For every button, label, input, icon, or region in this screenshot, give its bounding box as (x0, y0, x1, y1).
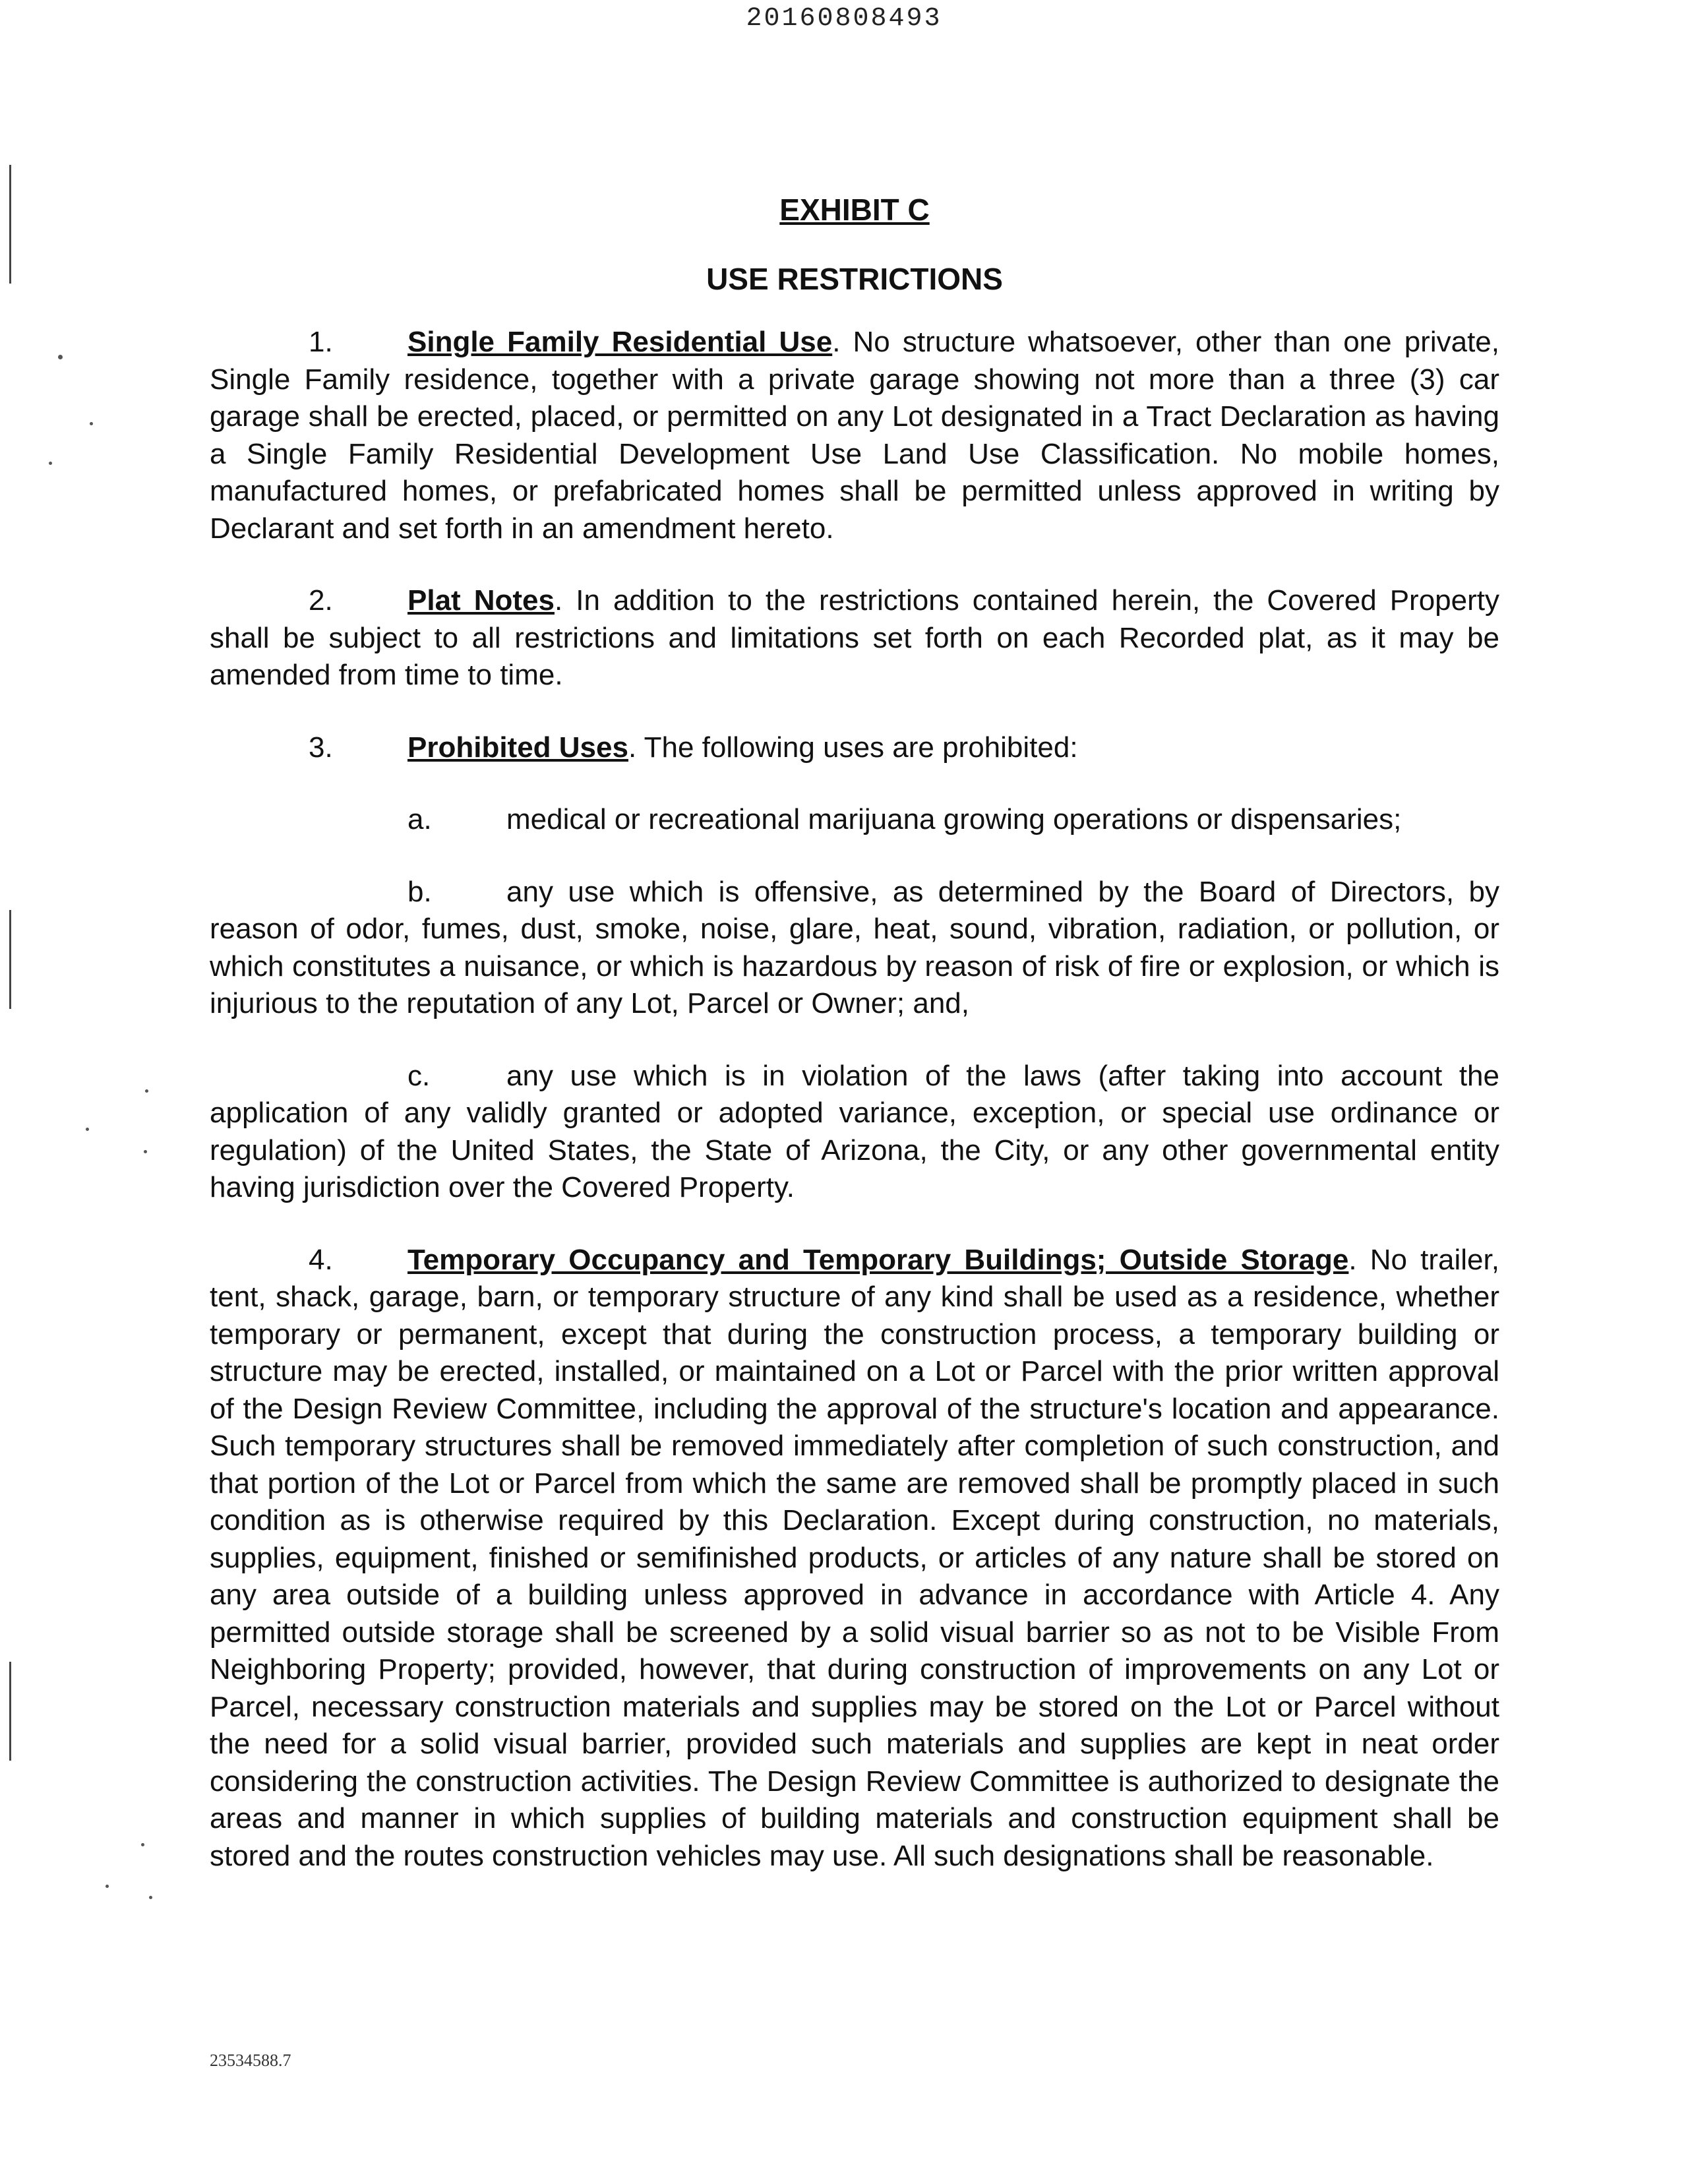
scan-artifact (145, 1089, 148, 1093)
paragraph-4 (210, 1242, 1499, 1875)
sub-item-text: medical or recreational marijuana growing operations or dispensaries; (506, 803, 1402, 835)
scan-artifact (9, 165, 11, 284)
document-body (210, 191, 1499, 1910)
paragraph-heading: Single Family Residential Use (407, 326, 833, 358)
sub-item-a (210, 801, 1499, 839)
paragraph-text: . No structure whatsoever, other than one private, Single Family residence, together with a private garage showing not more than a three (3) car garage shall be erected, placed, or permitted on any Lot designated in a Tract Declaration as having a Single Family Residential Development Use Land Use Classification. No mobile homes, manufactured homes, or prefabricated homes shall be permitted unless approved in writing by Declarant and set forth in an amendment hereto. (210, 326, 1499, 545)
scan-artifact (9, 910, 11, 1009)
paragraph-heading: Plat Notes (407, 584, 555, 617)
paragraph-number: 3. (309, 731, 333, 764)
paragraph-text: . In addition to the restrictions contained herein, the Covered Property shall be subject to all restrictions and limitations set forth on each Recorded plat, as it may be amended from time to time. (210, 584, 1499, 691)
sub-item-letter: a. (407, 803, 432, 835)
sub-item-letter: b. (407, 875, 432, 908)
scan-artifact (9, 1662, 11, 1761)
exhibit-title: EXHIBIT C (779, 193, 930, 227)
scan-artifact (141, 1843, 144, 1846)
scan-artifact (106, 1885, 109, 1888)
paragraph-2 (210, 582, 1499, 694)
paragraph-number: 4. (309, 1243, 333, 1276)
scan-artifact (144, 1150, 147, 1153)
scan-artifact (49, 462, 52, 465)
paragraph-text: . No trailer, tent, shack, garage, barn, or temporary structure of any kind shall be used as a residence, whether temporary or permanent, except that during the construction process, a temporary building or structure may be erected, installed, or maintained on a Lot or Parcel with the prior written approval of the Design Review Committee, including the approval of the structure's location and appearance. Such temporary structures shall be removed immediately after completion of such construction, and that portion of the Lot or Parcel from which the same are removed shall be promptly placed in such condition as is otherwise required by this Declaration. Except during construction, no materials, supplies, equipment, finished or semifinished products, or articles of any nature shall be stored on any area outside of a building unless approved in advance in accordance with Article 4. Any permitted outside storage shall be screened by a solid visual barrier so as not to be Visible From Neighboring Property; provided, however, that during construction of improvements on any Lot or Parcel, necessary construction materials and supplies may be stored on the Lot or Parcel without the need for a solid visual barrier, provided such materials and supplies are kept in neat order considering the construction activities. The Design Review Committee is authorized to designate the areas and manner in which supplies of building materials and construction equipment shall be stored and the routes construction vehicles may use. All such designations shall be reasonable. (210, 1243, 1499, 1872)
recording-number: 20160808493 (746, 4, 942, 34)
paragraph-1 (210, 324, 1499, 547)
scan-artifact (149, 1896, 152, 1899)
sub-item-text: any use which is offensive, as determined by the Board of Directors, by reason of odor, fumes, dust, smoke, noise, glare, heat, sound, vibration, radiation, or pollution, or which constitutes a nuisance, or which is hazardous by reason of risk of fire or explosion, or which is injurious to the reputation of any Lot, Parcel or Owner; and, (210, 875, 1499, 1019)
paragraph-heading: Prohibited Uses (407, 731, 628, 764)
sub-item-c (210, 1058, 1499, 1207)
sub-item-text: any use which is in violation of the laws (after taking into account the application of any validly granted or adopted variance, exception, or special use ordinance or regulation) of the United States, the State of Arizona, the City, or any other governmental entity having jurisdiction over the Covered Property. (210, 1059, 1499, 1203)
sub-item-b (210, 874, 1499, 1023)
scan-artifact (86, 1128, 89, 1131)
paragraph-3 (210, 729, 1499, 767)
paragraph-text: . The following uses are prohibited: (628, 731, 1078, 764)
paragraph-heading: Temporary Occupancy and Temporary Buildings; Outside Storage (407, 1243, 1349, 1276)
footer-doc-id: 23534588.7 (210, 2051, 291, 2070)
paragraph-number: 2. (309, 584, 333, 617)
scan-artifact (90, 422, 93, 425)
scan-artifact (58, 355, 63, 359)
sub-item-letter: c. (407, 1059, 431, 1092)
section-title: USE RESTRICTIONS (706, 261, 1003, 296)
paragraph-number: 1. (309, 326, 333, 358)
